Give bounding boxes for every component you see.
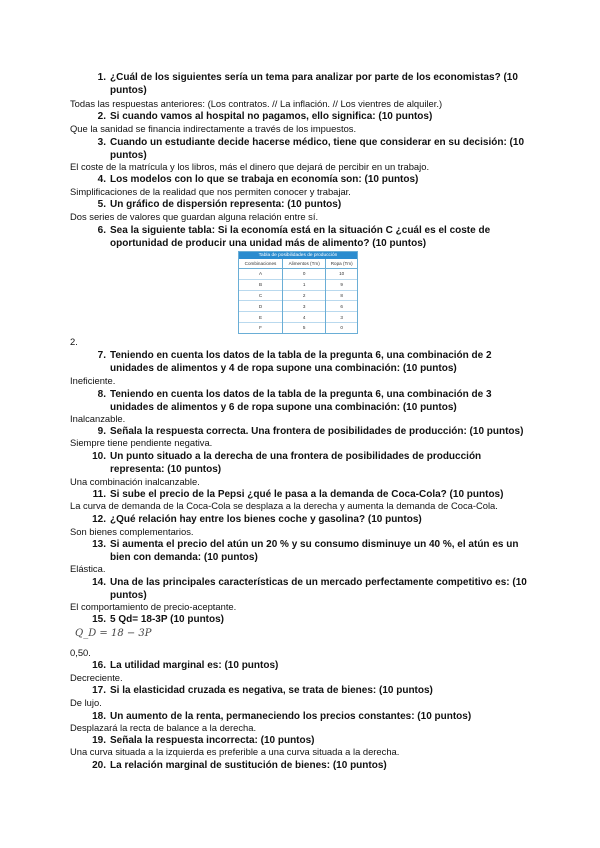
question-number: 17. [92,685,106,696]
question-text: Un punto situado a la derecha de una frontera de posibilidades de producción representa: (10 puntos) [110,451,482,475]
question-number: 1. [97,72,106,83]
question-text: ¿Cuál de los siguientes sería un tema para analizar por parte de los economistas? (10 puntos) [110,72,518,96]
answer-15: 0,50. [70,647,91,658]
answer-1: Todas las respuestas anteriores: (Los contratos. // La inflación. // Los vientres de alquiler.) [70,98,443,109]
table-cell: 1 [282,279,325,290]
table-cell: D [239,301,282,312]
question-8 [92,388,532,414]
table-header: Ropa (Tm) [326,259,357,269]
question-number: 12. [92,514,106,525]
question-number: 19. [92,735,106,746]
question-text: Teniendo en cuenta los datos de la tabla de la pregunta 6, una combinación de 3 unidades de alimentos y 6 de ropa supone una combinación: (10 puntos) [110,389,492,413]
table-row [239,290,357,301]
table-cell: C [239,290,282,301]
answer-4: Simplificaciones de la realidad que nos permiten conocer y trabajar. [70,186,351,197]
question-number: 15. [92,614,106,625]
question-text: Si la elasticidad cruzada es negativa, se trata de bienes: (10 puntos) [110,685,433,696]
table-caption: Tabla de posibilidades de producción [239,252,357,259]
table-cell: 5 [282,322,325,332]
question-15 [92,613,532,626]
question-number: 6. [97,225,106,236]
question-number: 7. [97,350,106,361]
question-number: 4. [97,174,106,185]
question-number: 8. [97,389,106,400]
answer-16: Decreciente. [70,672,123,683]
answer-19: Una curva situada a la izquierda es preferible a una curva situada a la derecha. [70,746,400,757]
question-1 [92,71,532,97]
table-header: Combinaciones [239,259,282,269]
question-7 [92,349,532,375]
table-row [239,269,357,280]
table-cell: F [239,322,282,332]
question-17 [92,684,532,697]
question-text: Si aumenta el precio del atún un 20 % y su consumo disminuye un 40 %, el atún es un bien con demanda: (10 puntos) [110,539,519,563]
answer-17: De lujo. [70,697,102,708]
question-number: 14. [92,577,106,588]
question-20 [92,759,532,772]
question-3 [92,136,532,162]
question-4 [92,173,532,186]
question-number: 11. [92,489,106,500]
question-text: La utilidad marginal es: (10 puntos) [110,660,279,671]
answer-3: El coste de la matrícula y los libros, más el dinero que dejará de percibir en un trabajo. [70,161,430,172]
question-6 [92,224,532,250]
table-cell: 8 [326,290,357,301]
question-text: Si sube el precio de la Pepsi ¿qué le pasa a la demanda de Coca-Cola? (10 puntos) [110,489,504,500]
question-number: 18. [92,711,106,722]
table-row [239,301,357,312]
question-2 [92,110,532,123]
question-text: La relación marginal de sustitución de bienes: (10 puntos) [110,760,387,771]
answer-7: Ineficiente. [70,375,116,386]
question-text: Una de las principales características de un mercado perfectamente competitivo es: (10 puntos) [110,577,527,601]
question-text: Cuando un estudiante decide hacerse médico, tiene que considerar en su decisión: (10 puntos) [110,137,524,161]
answer-12: Son bienes complementarios. [70,526,194,537]
answer-6: 2. [70,336,78,347]
table-cell: 0 [326,322,357,332]
question-number: 5. [97,199,106,210]
answer-8: Inalcanzable. [70,413,126,424]
question-text: Un aumento de la renta, permaneciendo los precios constantes: (10 puntos) [110,711,472,722]
ppf-table [239,252,357,333]
question-text: Los modelos con lo que se trabaja en economía son: (10 puntos) [110,174,419,185]
question-number: 16. [92,660,106,671]
production-possibilities-table [238,251,358,334]
table-header: Alimentos (Tm) [282,259,325,269]
question-text: Si cuando vamos al hospital no pagamos, ello significa: (10 puntos) [110,111,433,122]
question-13 [92,538,532,564]
answer-9: Siempre tiene pendiente negativa. [70,437,213,448]
table-cell: 2 [282,290,325,301]
table-row [239,322,357,332]
question-text: Teniendo en cuenta los datos de la tabla de la pregunta 6, una combinación de 2 unidades de alimentos y 4 de ropa supone una combinación: (10 puntos) [110,350,492,374]
table-cell: E [239,312,282,323]
question-text: Un gráfico de dispersión representa: (10 puntos) [110,199,342,210]
table-cell: 0 [282,269,325,280]
question-number: 2. [97,111,106,122]
table-cell: 4 [282,312,325,323]
answer-11: La curva de demanda de la Coca-Cola se desplaza a la derecha y aumenta la demanda de Coca-Cola. [70,500,498,511]
answer-13: Elástica. [70,563,106,574]
question-14 [92,576,532,602]
answer-10: Una combinación inalcanzable. [70,476,200,487]
answer-14: El comportamiento de precio-aceptante. [70,601,237,612]
question-text: Señala la respuesta correcta. Una frontera de posibilidades de producción: (10 puntos) [110,426,524,437]
table-cell: A [239,269,282,280]
table-cell: 6 [326,301,357,312]
question-text: Sea la siguiente tabla: Si la economía está en la situación C ¿cuál es el coste de oportunidad de producir una unidad más de alimento? (10 puntos) [110,225,491,249]
question-number: 3. [97,137,106,148]
question-text: ¿Qué relación hay entre los bienes coche y gasolina? (10 puntos) [110,514,422,525]
table-row [239,279,357,290]
answer-18: Desplazará la recta de balance a la derecha. [70,722,257,733]
question-text: 5 Qd= 18-3P (10 puntos) [110,614,225,625]
answer-5: Dos series de valores que guardan alguna relación entre sí. [70,211,319,222]
question-number: 10. [92,451,106,462]
question-10 [92,450,532,476]
question-number: 9. [97,426,106,437]
table-cell: 3 [282,301,325,312]
question-number: 13. [92,539,106,550]
answer-2: Que la sanidad se financia indirectamente a través de los impuestos. [70,123,357,134]
question-text: Señala la respuesta incorrecta: (10 puntos) [110,735,315,746]
table-cell: 10 [326,269,357,280]
table-cell: B [239,279,282,290]
question-16 [92,659,532,672]
question-number: 20. [92,760,106,771]
question-12 [92,513,532,526]
table-cell: 3 [326,312,357,323]
demand-formula: Q_D = 18 − 3P [75,628,152,639]
table-cell: 9 [326,279,357,290]
question-5 [92,198,532,211]
table-row [239,312,357,323]
